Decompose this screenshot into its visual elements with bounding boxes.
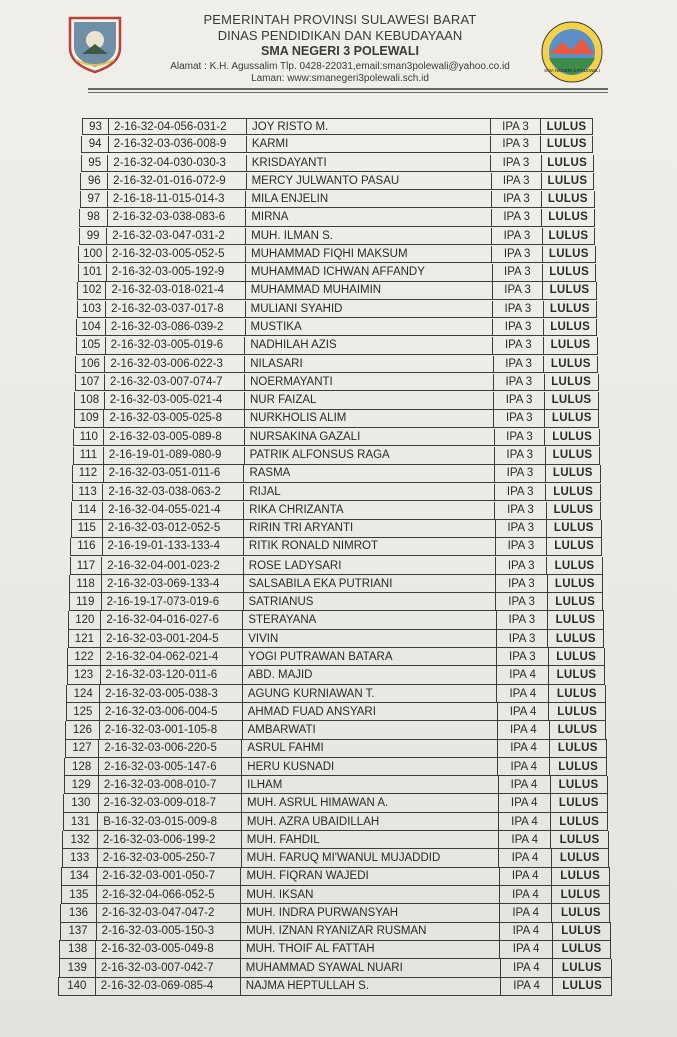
row-status: LULUS: [550, 794, 608, 812]
row-name: MUHAMMAD MUHAIMIN: [245, 282, 492, 298]
row-name: MUHAMMAD FIQHI MAKSUM: [245, 246, 491, 262]
row-number: 118: [69, 575, 101, 592]
row-class: IPA 4: [496, 685, 548, 702]
row-name: PATRIK ALFONSUS RAGA: [244, 447, 494, 464]
row-name: NURSAKINA GAZALI: [244, 429, 494, 446]
table-row: [76, 319, 597, 336]
row-number: 102: [77, 282, 105, 298]
row-status: LULUS: [548, 685, 605, 702]
row-name: MUH. INDRA PURWANSYAH: [240, 904, 499, 922]
row-number: 112: [72, 465, 102, 482]
row-name: YOGI PUTRAWAN BATARA: [242, 648, 496, 665]
table-row: [77, 282, 596, 299]
row-nisn: 2-16-32-03-005-147-6: [98, 758, 241, 775]
row-nisn: 2-16-32-04-062-021-4: [100, 648, 242, 665]
row-name: RASMA: [243, 465, 494, 482]
row-number: 111: [73, 447, 103, 464]
table-row: [75, 356, 598, 374]
row-class: IPA 4: [499, 886, 551, 904]
row-class: IPA 3: [494, 447, 545, 464]
row-status: LULUS: [552, 940, 611, 958]
row-class: IPA 3: [495, 538, 546, 555]
row-number: 98: [79, 209, 106, 225]
row-number: 138: [59, 940, 95, 958]
row-number: 117: [70, 557, 101, 574]
row-name: RITIK RONALD NIMROT: [243, 538, 495, 555]
row-status: LULUS: [543, 337, 598, 354]
row-number: 107: [75, 374, 104, 391]
row-number: 125: [66, 703, 99, 720]
row-status: LULUS: [546, 557, 602, 574]
row-class: IPA 3: [493, 356, 544, 373]
row-class: IPA 4: [497, 758, 549, 775]
row-name: MUH. IKSAN: [240, 886, 498, 904]
table-row: [63, 794, 608, 813]
table-row: [80, 173, 594, 190]
table-row: [68, 611, 604, 629]
row-nisn: 2-16-32-03-009-018-7: [98, 794, 241, 812]
row-nisn: 2-16-32-03-007-042-7: [95, 959, 240, 977]
row-nisn: 2-16-32-03-086-039-2: [105, 319, 245, 335]
row-nisn: 2-16-32-03-001-105-8: [99, 721, 242, 738]
row-status: LULUS: [544, 410, 599, 427]
table-row: [64, 776, 608, 795]
row-nisn: B-16-32-03-015-009-8: [97, 813, 241, 831]
row-class: IPA 3: [496, 648, 548, 665]
row-name: HERU KUSNADI: [241, 758, 497, 775]
row-number: 140: [58, 977, 95, 995]
row-class: IPA 3: [490, 155, 540, 171]
row-name: RIKA CHRIZANTA: [243, 502, 494, 519]
row-number: 99: [79, 228, 106, 244]
row-status: LULUS: [552, 977, 612, 995]
row-nisn: 2-16-32-03-012-052-5: [102, 520, 243, 537]
table-row: [72, 484, 601, 502]
row-number: 128: [64, 758, 98, 775]
row-class: IPA 3: [493, 374, 544, 391]
table-row: [81, 136, 593, 153]
row-class: IPA 4: [497, 721, 549, 738]
row-class: IPA 3: [491, 228, 541, 244]
table-row: [61, 886, 610, 905]
row-name: MUSTIKA: [245, 319, 493, 335]
table-row: [78, 246, 595, 263]
table-row: [79, 228, 595, 245]
row-number: 130: [63, 794, 97, 812]
row-class: IPA 3: [492, 282, 542, 298]
row-class: IPA 4: [498, 849, 550, 867]
row-nisn: 2-16-32-03-005-150-3: [96, 922, 241, 940]
row-status: LULUS: [541, 209, 595, 225]
row-status: LULUS: [546, 502, 602, 519]
row-name: MUHAMMAD ICHWAN AFFANDY: [245, 264, 492, 280]
row-nisn: 2-16-32-04-055-021-4: [102, 502, 243, 519]
row-number: 137: [60, 922, 96, 940]
row-status: LULUS: [542, 264, 596, 280]
row-class: IPA 4: [500, 977, 553, 995]
table-row: [77, 301, 597, 318]
row-nisn: 2-16-32-03-005-192-9: [106, 264, 245, 280]
row-class: IPA 4: [500, 959, 553, 977]
row-status: LULUS: [549, 721, 607, 738]
row-number: 121: [68, 630, 100, 647]
header-department-line: DINAS PENDIDIKAN DAN KEBUDAYAAN: [217, 28, 463, 43]
row-name: MUH. FAHDIL: [241, 831, 498, 849]
row-nisn: 2-16-32-03-005-052-5: [106, 246, 245, 262]
row-class: IPA 3: [491, 173, 541, 189]
row-nisn: 2-16-19-17-073-019-6: [101, 593, 243, 610]
row-number: 95: [81, 155, 107, 171]
row-number: 109: [74, 410, 104, 427]
row-class: IPA 3: [491, 246, 541, 262]
row-class: IPA 3: [495, 557, 546, 574]
row-number: 104: [76, 319, 105, 335]
row-nisn: 2-16-32-03-069-085-4: [95, 977, 240, 995]
row-number: 96: [80, 173, 107, 189]
row-number: 129: [64, 776, 98, 794]
row-name: MUH. AZRA UBAIDILLAH: [241, 813, 498, 831]
row-status: LULUS: [548, 648, 605, 665]
row-name: SALSABILA EKA PUTRIANI: [243, 575, 496, 592]
row-name: MUH. ILMAN S.: [245, 228, 491, 244]
row-status: LULUS: [544, 374, 599, 391]
table-row: [68, 630, 605, 648]
header-school-name: SMA NEGERI 3 POLEWALI: [261, 44, 419, 58]
row-nisn: 2-16-32-03-051-011-6: [103, 465, 244, 482]
row-status: LULUS: [548, 703, 605, 720]
row-nisn: 2-16-19-01-133-133-4: [102, 538, 243, 555]
row-class: IPA 3: [496, 611, 548, 628]
row-name: AMBARWATI: [242, 721, 497, 738]
row-nisn: 2-16-19-01-089-080-9: [103, 447, 244, 464]
row-name: SATRIANUS: [243, 593, 496, 610]
row-number: 106: [75, 356, 104, 373]
row-name: NADHILAH AZIS: [244, 337, 492, 354]
table-row: [71, 502, 601, 520]
row-nisn: 2-16-32-03-006-220-5: [98, 739, 241, 756]
table-row: [62, 831, 609, 850]
row-status: LULUS: [540, 119, 593, 134]
row-number: 114: [71, 502, 102, 519]
row-number: 120: [68, 611, 100, 628]
row-number: 132: [62, 831, 97, 849]
row-number: 124: [66, 685, 99, 702]
row-nisn: 2-16-32-03-005-025-8: [103, 410, 243, 427]
table-row: [63, 813, 609, 832]
row-number: 135: [61, 886, 97, 904]
table-row: [74, 410, 600, 428]
row-status: LULUS: [549, 758, 607, 775]
row-name: MUHAMMAD SYAWAL NUARI: [240, 959, 500, 977]
table-row: [65, 739, 607, 757]
row-number: 136: [60, 904, 96, 922]
row-nisn: 2-16-32-03-036-008-9: [108, 136, 246, 152]
table-row: [61, 867, 610, 886]
row-class: IPA 3: [492, 337, 543, 354]
row-status: LULUS: [552, 922, 611, 940]
table-row: [80, 191, 595, 208]
row-class: IPA 3: [491, 209, 541, 225]
row-nisn: 2-16-32-03-006-199-2: [97, 831, 241, 849]
row-status: LULUS: [548, 666, 605, 683]
school-emblem-text: SMA NEGERI 3 POLEWALI: [544, 68, 600, 73]
row-number: 93: [82, 119, 108, 134]
row-class: IPA 3: [492, 319, 543, 335]
table-row: [78, 264, 596, 281]
row-status: LULUS: [547, 611, 604, 628]
row-number: 103: [77, 301, 105, 317]
row-status: LULUS: [551, 904, 610, 922]
row-nisn: 2-16-18-11-015-014-3: [107, 191, 246, 207]
table-row: [75, 374, 599, 392]
row-status: LULUS: [545, 447, 601, 464]
row-status: LULUS: [541, 173, 594, 189]
table-row: [59, 959, 612, 978]
row-class: IPA 3: [490, 136, 540, 152]
row-class: IPA 3: [495, 520, 546, 537]
row-class: IPA 4: [498, 831, 550, 849]
row-number: 116: [70, 538, 101, 555]
row-name: RIJAL: [243, 484, 494, 501]
table-row: [72, 465, 600, 483]
row-name: MIRNA: [245, 209, 491, 225]
row-nisn: 2-16-32-03-005-021-4: [104, 392, 244, 409]
row-nisn: 2-16-32-01-016-072-9: [107, 173, 245, 189]
row-name: MUH. THOIF AL FATTAH: [240, 940, 499, 958]
row-name: ILHAM: [241, 776, 497, 794]
row-class: IPA 4: [497, 703, 549, 720]
row-name: NOERMAYANTI: [244, 374, 493, 391]
table-row: [73, 429, 600, 447]
row-number: 94: [81, 136, 107, 152]
row-name: KARMI: [246, 136, 490, 152]
row-class: IPA 4: [498, 813, 550, 831]
row-nisn: 2-16-32-03-005-019-6: [105, 337, 245, 354]
table-row: [74, 392, 599, 410]
row-name: ASRUL FAHMI: [241, 739, 497, 756]
row-status: LULUS: [550, 813, 608, 831]
table-row: [76, 337, 598, 355]
row-name: AHMAD FUAD ANSYARI: [242, 703, 497, 720]
row-name: ROSE LADYSARI: [243, 557, 495, 574]
table-row: [73, 447, 600, 465]
row-nisn: 2-16-32-04-066-052-5: [96, 886, 240, 904]
row-nisn: 2-16-32-03-005-250-7: [97, 849, 241, 867]
row-name: JOY RISTO M.: [246, 119, 490, 134]
table-row: [81, 155, 594, 172]
row-number: 105: [76, 337, 105, 354]
row-name: MERCY JULWANTO PASAU: [246, 173, 491, 189]
row-number: 122: [67, 648, 100, 665]
row-status: LULUS: [551, 886, 610, 904]
row-status: LULUS: [543, 301, 597, 317]
row-nisn: 2-16-32-03-005-038-3: [99, 685, 242, 702]
row-status: LULUS: [544, 429, 599, 446]
row-number: 113: [72, 484, 103, 501]
table-row: [71, 520, 602, 538]
row-class: IPA 4: [498, 776, 550, 794]
table-row: [69, 575, 603, 593]
row-status: LULUS: [549, 739, 607, 756]
row-name: MILA ENJELIN: [245, 191, 490, 207]
row-status: LULUS: [542, 228, 596, 244]
table-row: [66, 685, 605, 703]
table-row: [58, 977, 612, 996]
row-class: IPA 3: [493, 410, 544, 427]
row-nisn: 2-16-32-04-016-027-6: [100, 611, 242, 628]
row-class: IPA 3: [495, 575, 546, 592]
header-website: Laman: www:smanegeri3polewali.sch.id: [251, 73, 429, 84]
row-number: 110: [73, 429, 103, 446]
row-number: 97: [80, 191, 107, 207]
row-status: LULUS: [541, 155, 594, 171]
row-number: 100: [78, 246, 106, 262]
row-number: 108: [74, 392, 103, 409]
row-name: NURKHOLIS ALIM: [244, 410, 493, 427]
row-class: IPA 3: [492, 301, 543, 317]
row-status: LULUS: [546, 538, 602, 555]
table-row: [64, 758, 607, 776]
row-nisn: 2-16-32-03-001-050-7: [96, 867, 240, 885]
row-status: LULUS: [541, 191, 595, 207]
row-nisn: 2-16-32-03-047-047-2: [96, 904, 240, 922]
row-status: LULUS: [552, 959, 611, 977]
row-name: MUH. FIQRAN WAJEDI: [240, 867, 498, 885]
row-name: NAJMA HEPTULLAH S.: [240, 977, 500, 995]
row-nisn: 2-16-32-03-008-010-7: [98, 776, 241, 794]
table-row: [59, 940, 611, 959]
row-nisn: 2-16-32-04-030-030-3: [107, 155, 245, 171]
row-status: LULUS: [540, 136, 593, 152]
table-row: [69, 593, 604, 611]
row-nisn: 2-16-32-03-038-063-2: [102, 484, 243, 501]
row-class: IPA 4: [499, 922, 551, 940]
row-status: LULUS: [542, 246, 596, 262]
row-class: IPA 3: [494, 502, 545, 519]
row-status: LULUS: [547, 630, 604, 647]
row-status: LULUS: [547, 593, 604, 610]
table-row: [60, 922, 611, 941]
row-number: 134: [61, 867, 96, 885]
row-name: VIVIN: [242, 630, 496, 647]
table-row: [70, 538, 602, 556]
table-row: [79, 209, 595, 226]
row-name: ABD. MAJID: [242, 666, 496, 683]
row-status: LULUS: [545, 484, 601, 501]
row-status: LULUS: [545, 465, 601, 482]
row-class: IPA 4: [499, 904, 551, 922]
row-name: MUH. ASRUL HIMAWAN A.: [241, 794, 498, 812]
row-class: IPA 4: [496, 666, 548, 683]
row-status: LULUS: [543, 319, 598, 335]
row-status: LULUS: [551, 867, 610, 885]
row-class: IPA 4: [499, 940, 552, 958]
row-nisn: 2-16-32-03-001-204-5: [100, 630, 242, 647]
row-class: IPA 3: [494, 484, 545, 501]
table-row: [66, 703, 606, 721]
table-row: [70, 557, 603, 575]
row-name: MULIANI SYAHID: [245, 301, 492, 317]
header-government-line: PEMERINTAH PROVINSI SULAWESI BARAT: [203, 12, 477, 27]
row-number: 123: [67, 666, 100, 683]
row-name: MUH. IZNAN RYANIZAR RUSMAN: [240, 922, 499, 940]
row-status: LULUS: [551, 849, 610, 867]
row-status: LULUS: [550, 831, 608, 849]
row-name: KRISDAYANTI: [246, 155, 491, 171]
row-number: 126: [65, 721, 99, 738]
row-class: IPA 3: [491, 191, 541, 207]
row-nisn: 2-16-32-03-006-004-5: [99, 703, 242, 720]
row-nisn: 2-16-32-03-120-011-6: [100, 666, 242, 683]
row-status: LULUS: [542, 282, 596, 298]
row-nisn: 2-16-32-03-005-049-8: [95, 940, 240, 958]
row-nisn: 2-16-32-03-018-021-4: [105, 282, 244, 298]
row-number: 119: [69, 593, 101, 610]
row-class: IPA 4: [498, 794, 550, 812]
table-row: [67, 648, 605, 666]
row-number: 131: [63, 813, 98, 831]
header-address: Alamat : K.H. Agussalim Tlp. 0428-22031,email:sman3polewali@yahoo.co.id: [170, 61, 510, 72]
table-row: [65, 721, 606, 739]
row-name: STERAYANA: [242, 611, 495, 628]
row-number: 115: [71, 520, 102, 537]
row-nisn: 2-16-32-03-069-133-4: [101, 575, 243, 592]
row-number: 127: [65, 739, 99, 756]
row-class: IPA 3: [496, 630, 548, 647]
row-status: LULUS: [550, 776, 608, 794]
row-name: NUR FAIZAL: [244, 392, 493, 409]
table-row: [62, 849, 610, 868]
row-name: AGUNG KURNIAWAN T.: [242, 685, 497, 702]
row-class: IPA 3: [493, 392, 544, 409]
table-row: [82, 118, 593, 135]
row-number: 101: [78, 264, 106, 280]
row-nisn: 2-16-32-04-056-031-2: [108, 119, 246, 134]
row-status: LULUS: [546, 520, 602, 537]
row-nisn: 2-16-32-03-005-089-8: [103, 429, 244, 446]
row-nisn: 2-16-32-03-007-074-7: [104, 374, 244, 391]
row-nisn: 2-16-32-03-047-031-2: [106, 228, 245, 244]
row-nisn: 2-16-32-03-037-017-8: [105, 301, 244, 317]
row-class: IPA 3: [492, 264, 542, 280]
row-nisn: 2-16-32-04-001-023-2: [101, 557, 243, 574]
row-class: IPA 3: [495, 593, 546, 610]
row-status: LULUS: [547, 575, 603, 592]
row-nisn: 2-16-32-03-006-022-3: [104, 356, 244, 373]
row-class: IPA 3: [494, 465, 545, 482]
table-row: [60, 904, 610, 923]
table-row: [67, 666, 605, 684]
row-name: RIRIN TRI ARYANTI: [243, 520, 495, 537]
row-name: MUH. FARUQ MI'WANUL MUJADDID: [241, 849, 499, 867]
row-class: IPA 4: [499, 867, 551, 885]
row-number: 139: [59, 959, 96, 977]
row-nisn: 2-16-32-03-038-083-6: [107, 209, 246, 225]
row-class: IPA 4: [497, 739, 549, 756]
row-class: IPA 3: [490, 119, 540, 134]
row-status: LULUS: [544, 392, 599, 409]
row-status: LULUS: [543, 356, 598, 373]
row-number: 133: [62, 849, 97, 867]
row-name: NILASARI: [244, 356, 492, 373]
row-class: IPA 3: [494, 429, 545, 446]
